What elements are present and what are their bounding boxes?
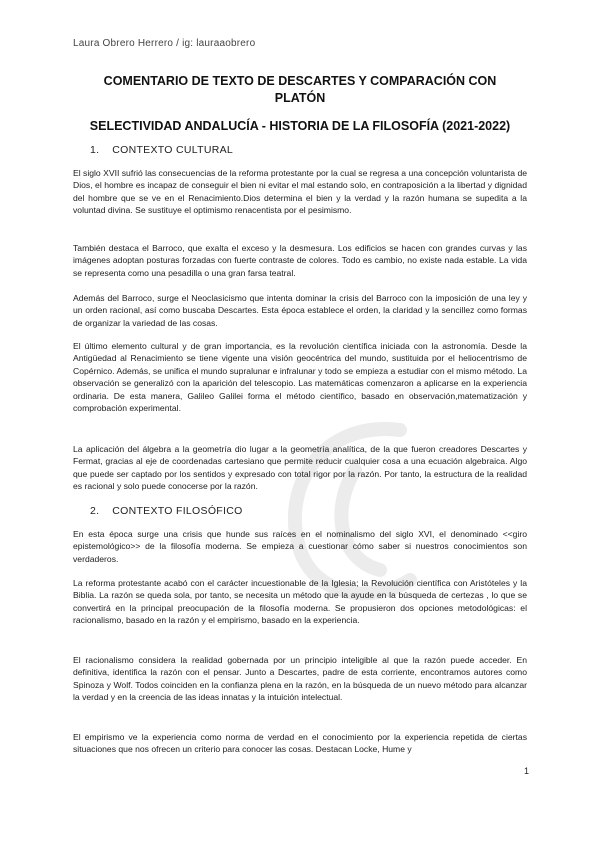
title-line-1: COMENTARIO DE TEXTO DE DESCARTES Y COMPARACIÓN CON [103,74,497,88]
author-line: Laura Obrero Herrero / ig: lauraaobrero [73,38,256,49]
paragraph: El último elemento cultural y de gran importancia, es la revolución científica iniciada con la astronomía. Desde la Antigüedad al Renacimiento se tiene vigente una visión geocéntrica del mundo, sustituida por el heliocentrismo de Copérnico. Además, se unifica el mundo supralunar e infralunar y todo se empieza a estudiar con el mismo método. La observación se generalizó con la aparición del telescopio. Las matemáticas comenzaron a aplicarse en la experiencia ordinaria. De esta manera, Galileo Galilei forma el método científico, basado en observación,matematización y comprobación experimental. [73,341,527,414]
section-heading-filosofico [90,505,243,517]
paragraph: En esta época surge una crisis que hunde sus raíces en el nominalismo del siglo XVI, el denominado <<giro epistemológico>> de la filosofía moderna. Se empieza a cuestionar cómo saber si nuestros conocimientos son verdaderos. [73,529,527,564]
paragraph: El racionalismo considera la realidad gobernada por un principio inteligible al que la razón puede acceder. En definitiva, identifica la razón con el pensar. Junto a Descartes, padre de esta corriente, encontramos autores como Spinoza y Wolf. Todos coinciden en la confianza plena en la razón, en la búsqueda de un nuevo método para alcanzar la verdad y en la creencia de las ideas innatas y la intuición intelectual. [73,655,527,703]
title-line-2: PLATÓN [274,91,326,105]
section-title: CONTEXTO FILOSÓFICO [112,505,243,517]
section-number: 2. [90,505,100,517]
paragraph: La aplicación del álgebra a la geometría dio lugar a la geometría analítica, de la que fueron creadores Descartes y Fermat, gracias al eje de coordenadas cartesiano que permite reducir cualquier cosa a una ecuación algebraica. Algo que puede ser captado por los sentidos y expresado con total rigor por la razón. Por tanto, la estructura de la realidad es racional y solo puede conocerse por la razón. [73,444,527,492]
paragraph: El empirismo ve la experiencia como norma de verdad en el conocimiento por la experiencia repetida de ciertas situaciones que nos ofrecen un criterio para conocer las cosas. Destacan Locke, Hume y [73,732,527,755]
paragraph: La reforma protestante acabó con el carácter incuestionable de la Iglesia; la Revolución científica con Aristóteles y la Biblia. La razón se queda sola, por tanto, se necesita un método que la ayude en la búsqueda de certezas , lo que se convertirá en la principal preocupación de la filosofía moderna. Se propusieron dos opciones metodológicas: el racionalismo, basado en la razón y el empirismo, basado en la experiencia. [73,578,527,626]
paragraph: Además del Barroco, surge el Neoclasicismo que intenta dominar la crisis del Barroco con la imposición de una ley y un orden racional, así como buscaba Descartes. Esta época establece el orden, la claridad y la sencillez como formas de organizar la variedad de las cosas. [73,293,527,328]
page-number: 1 [524,766,530,776]
paragraph: El siglo XVII sufrió las consecuencias de la reforma protestante por la cual se regresa a una concepción voluntarista de Dios, el hombre es incapaz de conseguir el bien ni evitar el mal estando solo, en contraposición a la libertad y dignidad del hombre que se ve en el Renacimiento.Dios determina el bien y la verdad y la razón humana se supedita a la voluntad divina. Se sustituye el optimismo renacentista por el pesimismo. [73,168,527,216]
document-title [73,73,527,107]
section-title: CONTEXTO CULTURAL [112,144,234,156]
section-heading-cultural [90,144,233,156]
paragraph: También destaca el Barroco, que exalta el exceso y la desmesura. Los edificios se hacen con grandes curvas y las imágenes adoptan posturas forzadas con fuerte contraste de colores. Todo es cambio, no existe nada estable. La vida se representa como una pesadilla o una gran farsa teatral. [73,243,527,278]
document-subtitle: SELECTIVIDAD ANDALUCÍA - HISTORIA DE LA FILOSOFÍA (2021-2022) [89,119,511,133]
section-number: 1. [90,144,100,156]
